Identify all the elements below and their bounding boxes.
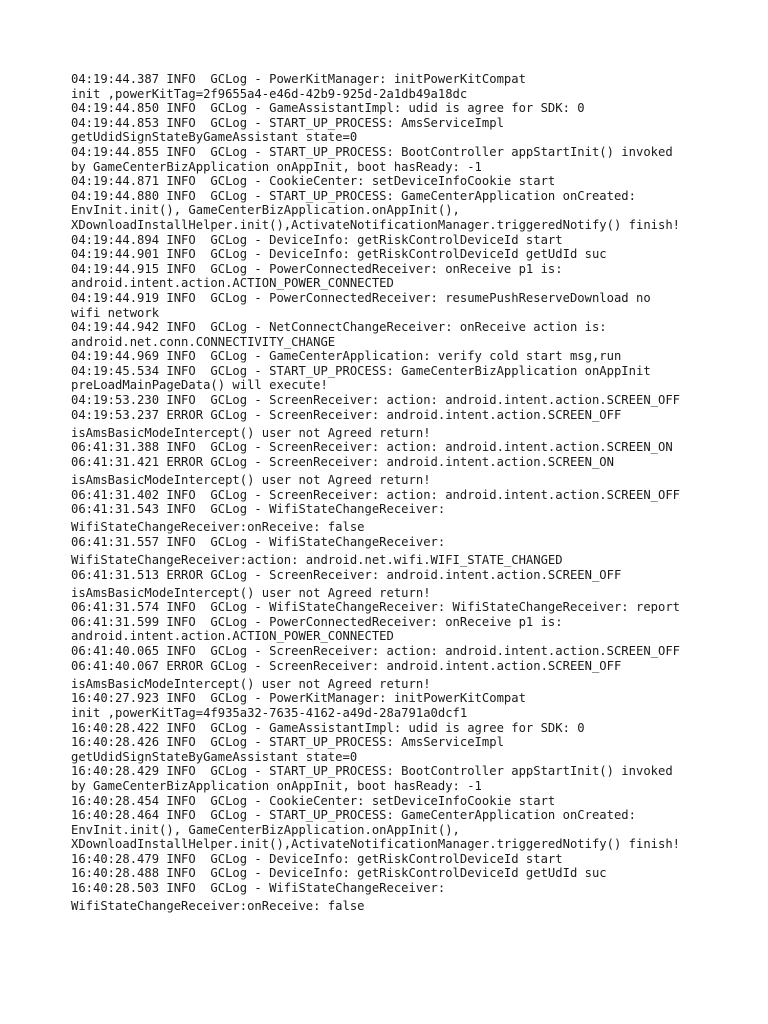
- log-line: isAmsBasicModeIntercept() user not Agreed return!: [71, 425, 431, 440]
- log-line: 04:19:44.919 INFO GCLog - PowerConnectedReceiver: resumePushReserveDownload no: [71, 290, 651, 305]
- log-line: 04:19:44.969 INFO GCLog - GameCenterApplication: verify cold start msg,run: [71, 349, 622, 364]
- log-line: 06:41:31.421 ERROR GCLog - ScreenReceiver: android.intent.action.SCREEN_ON: [71, 454, 614, 469]
- log-line: 04:19:44.387 INFO GCLog - PowerKitManager: initPowerKitCompat: [71, 72, 526, 86]
- log-line: 06:41:31.599 INFO GCLog - PowerConnectedReceiver: onReceive p1 is:: [71, 614, 563, 629]
- log-line: 04:19:44.942 INFO GCLog - NetConnectChangeReceiver: onReceive action is:: [71, 320, 607, 335]
- log-line: 06:41:40.065 INFO GCLog - ScreenReceiver: action: android.intent.action.SCREEN_OFF: [71, 644, 681, 659]
- log-line: 04:19:44.880 INFO GCLog - START_UP_PROCESS: GameCenterApplication onCreated:: [71, 188, 636, 203]
- log-line: 16:40:28.488 INFO GCLog - DeviceInfo: getRiskControlDeviceId getUdId suc: [71, 866, 607, 881]
- log-line: by GameCenterBizApplication onAppInit, boot hasReady: -1: [71, 159, 482, 174]
- log-line: 06:41:31.557 INFO GCLog - WifiStateChangeReceiver:: [71, 534, 446, 549]
- log-line: 04:19:53.230 INFO GCLog - ScreenReceiver: action: android.intent.action.SCREEN_OFF: [71, 393, 681, 408]
- log-line: 06:41:31.402 INFO GCLog - ScreenReceiver: action: android.intent.action.SCREEN_OFF: [71, 487, 681, 502]
- log-line: 06:41:31.513 ERROR GCLog - ScreenReceiver: android.intent.action.SCREEN_OFF: [71, 567, 622, 582]
- log-line: 16:40:28.479 INFO GCLog - DeviceInfo: getRiskControlDeviceId start: [71, 851, 563, 866]
- log-line: 16:40:28.503 INFO GCLog - WifiStateChangeReceiver:: [71, 881, 446, 896]
- log-line: 16:40:28.429 INFO GCLog - START_UP_PROCESS: BootController appStartInit() invoked: [71, 764, 673, 779]
- log-line: android.net.conn.CONNECTIVITY_CHANGE: [71, 334, 336, 349]
- log-line: isAmsBasicModeIntercept() user not Agreed return!: [71, 473, 431, 488]
- log-document: [71, 72, 761, 914]
- log-line: 04:19:45.534 INFO GCLog - START_UP_PROCESS: GameCenterBizApplication onAppInit: [71, 363, 651, 378]
- log-line: EnvInit.init(), GameCenterBizApplication.onAppInit(),: [71, 203, 460, 218]
- log-line: by GameCenterBizApplication onAppInit, boot hasReady: -1: [71, 778, 482, 793]
- log-line: android.intent.action.ACTION_POWER_CONNECTED: [71, 276, 394, 291]
- log-line: EnvInit.init(), GameCenterBizApplication.onAppInit(),: [71, 822, 460, 837]
- log-line: 04:19:53.237 ERROR GCLog - ScreenReceiver: android.intent.action.SCREEN_OFF: [71, 407, 622, 422]
- log-line: XDownloadInstallHelper.init(),ActivateNotificationManager.triggeredNotify() finish!: [71, 837, 681, 852]
- log-line: 06:41:40.067 ERROR GCLog - ScreenReceiver: android.intent.action.SCREEN_OFF: [71, 658, 622, 673]
- log-line: 06:41:31.574 INFO GCLog - WifiStateChangeReceiver: WifiStateChangeReceiver: report: [71, 600, 681, 615]
- log-line: 04:19:44.901 INFO GCLog - DeviceInfo: getRiskControlDeviceId getUdId suc: [71, 247, 607, 262]
- log-line: WifiStateChangeReceiver:onReceive: false: [71, 899, 365, 914]
- log-line: 04:19:44.850 INFO GCLog - GameAssistantImpl: udid is agree for SDK: 0: [71, 101, 585, 116]
- log-line: preLoadMainPageData() will execute!: [71, 378, 328, 393]
- log-line: 16:40:27.923 INFO GCLog - PowerKitManager: initPowerKitCompat: [71, 691, 526, 706]
- log-line: wifi network: [71, 305, 160, 320]
- log-line: 06:41:31.388 INFO GCLog - ScreenReceiver: action: android.intent.action.SCREEN_ON: [71, 440, 673, 455]
- log-line: 04:19:44.853 INFO GCLog - START_UP_PROCESS: AmsServiceImpl: [71, 115, 504, 130]
- log-line: getUdidSignStateByGameAssistant state=0: [71, 130, 358, 145]
- log-line: 16:40:28.454 INFO GCLog - CookieCenter: setDeviceInfoCookie start: [71, 793, 556, 808]
- log-line: android.intent.action.ACTION_POWER_CONNECTED: [71, 629, 394, 644]
- log-line: init ,powerKitTag=2f9655a4-e46d-42b9-925d-2a1db49a18dc: [71, 86, 468, 101]
- log-line: 06:41:31.543 INFO GCLog - WifiStateChangeReceiver:: [71, 502, 446, 517]
- log-line: 16:40:28.464 INFO GCLog - START_UP_PROCESS: GameCenterApplication onCreated:: [71, 808, 636, 823]
- log-line: isAmsBasicModeIntercept() user not Agreed return!: [71, 676, 431, 691]
- log-line: init ,powerKitTag=4f935a32-7635-4162-a49d-28a791a0dcf1: [71, 705, 468, 720]
- log-line: WifiStateChangeReceiver:action: android.net.wifi.WIFI_STATE_CHANGED: [71, 553, 563, 567]
- log-line: isAmsBasicModeIntercept() user not Agreed return!: [71, 585, 431, 600]
- log-line: 16:40:28.426 INFO GCLog - START_UP_PROCESS: AmsServiceImpl: [71, 735, 504, 750]
- log-line: 16:40:28.422 INFO GCLog - GameAssistantImpl: udid is agree for SDK: 0: [71, 720, 585, 735]
- log-line: XDownloadInstallHelper.init(),ActivateNotificationManager.triggeredNotify() finish!: [71, 217, 681, 232]
- log-line: 04:19:44.915 INFO GCLog - PowerConnectedReceiver: onReceive p1 is:: [71, 261, 563, 276]
- log-line: 04:19:44.871 INFO GCLog - CookieCenter: setDeviceInfoCookie start: [71, 174, 556, 189]
- log-line: 04:19:44.855 INFO GCLog - START_UP_PROCESS: BootController appStartInit() invoked: [71, 144, 673, 159]
- log-line: 04:19:44.894 INFO GCLog - DeviceInfo: getRiskControlDeviceId start: [71, 232, 563, 247]
- log-line: getUdidSignStateByGameAssistant state=0: [71, 749, 358, 764]
- log-line: WifiStateChangeReceiver:onReceive: false: [71, 520, 365, 535]
